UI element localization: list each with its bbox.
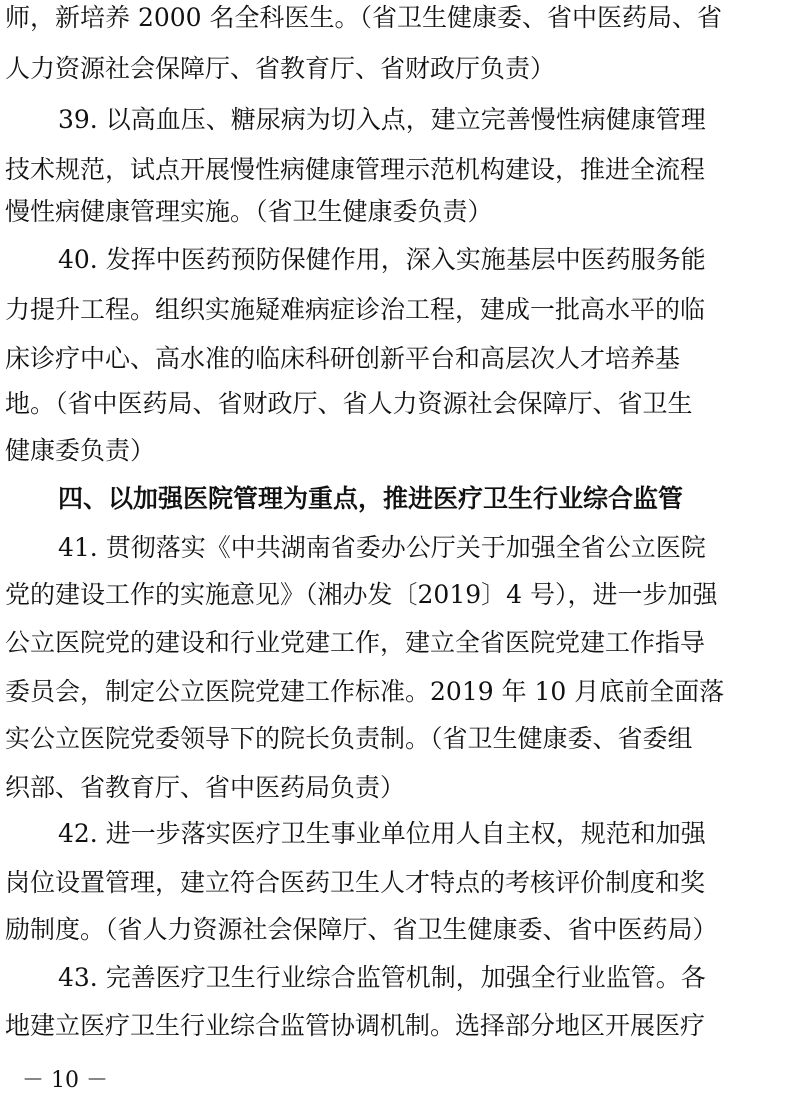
text-line: 技术规范，试点开展慢性病健康管理示范机构建设，推进全流程 — [5, 155, 706, 184]
text-line: 实公立医院党委领导下的院长负责制。（省卫生健康委、省委组 — [5, 724, 693, 753]
paragraph-43-start: 43. 完善医疗卫生行业综合监管机制，加强全行业监管。各 — [58, 963, 706, 992]
text-line: 公立医院党的建设和行业党建工作，建立全省医院党建工作指导 — [5, 628, 706, 657]
paragraph-39-start: 39. 以高血压、糖尿病为切入点，建立完善慢性病健康管理 — [58, 105, 706, 134]
page-number: － 10 － — [22, 1068, 108, 1093]
text-line: 床诊疗中心、高水准的临床科研创新平台和高层次人才培养基 — [5, 344, 681, 373]
text-line: 人力资源社会保障厅、省教育厅、省财政厅负责） — [5, 54, 556, 83]
text-line: 地建立医疗卫生行业综合监管协调机制。选择部分地区开展医疗 — [5, 1011, 706, 1040]
paragraph-42-start: 42. 进一步落实医疗卫生事业单位用人自主权，规范和加强 — [58, 819, 706, 848]
text-line: 师，新培养 2000 名全科医生。（省卫生健康委、省中医药局、省 — [5, 3, 723, 32]
paragraph-40-start: 40. 发挥中医药预防保健作用，深入实施基层中医药服务能 — [58, 245, 706, 274]
text-line: 力提升工程。组织实施疑难病症诊治工程，建成一批高水平的临 — [5, 295, 706, 324]
text-line: 织部、省教育厅、省中医药局负责） — [5, 773, 406, 802]
text-line: 委员会，制定公立医院党建工作标准。2019 年 10 月底前全面落 — [5, 677, 725, 706]
text-line: 岗位设置管理，建立符合医药卫生人才特点的考核评价制度和奖 — [5, 868, 706, 897]
text-line: 慢性病健康管理实施。（省卫生健康委负责） — [5, 197, 493, 226]
section-heading: 四、以加强医院管理为重点，推进医疗卫生行业综合监管 — [58, 484, 684, 513]
text-line: 党的建设工作的实施意见》（湘办发〔2019〕4 号），进一步加强 — [5, 580, 718, 609]
text-line: 地。（省中医药局、省财政厅、省人力资源社会保障厅、省卫生 — [5, 389, 693, 418]
text-line: 励制度。（省人力资源社会保障厅、省卫生健康委、省中医药局） — [5, 915, 718, 944]
paragraph-41-start: 41. 贯彻落实《中共湖南省委办公厅关于加强全省公立医院 — [58, 533, 706, 562]
text-line: 健康委负责） — [5, 436, 156, 465]
